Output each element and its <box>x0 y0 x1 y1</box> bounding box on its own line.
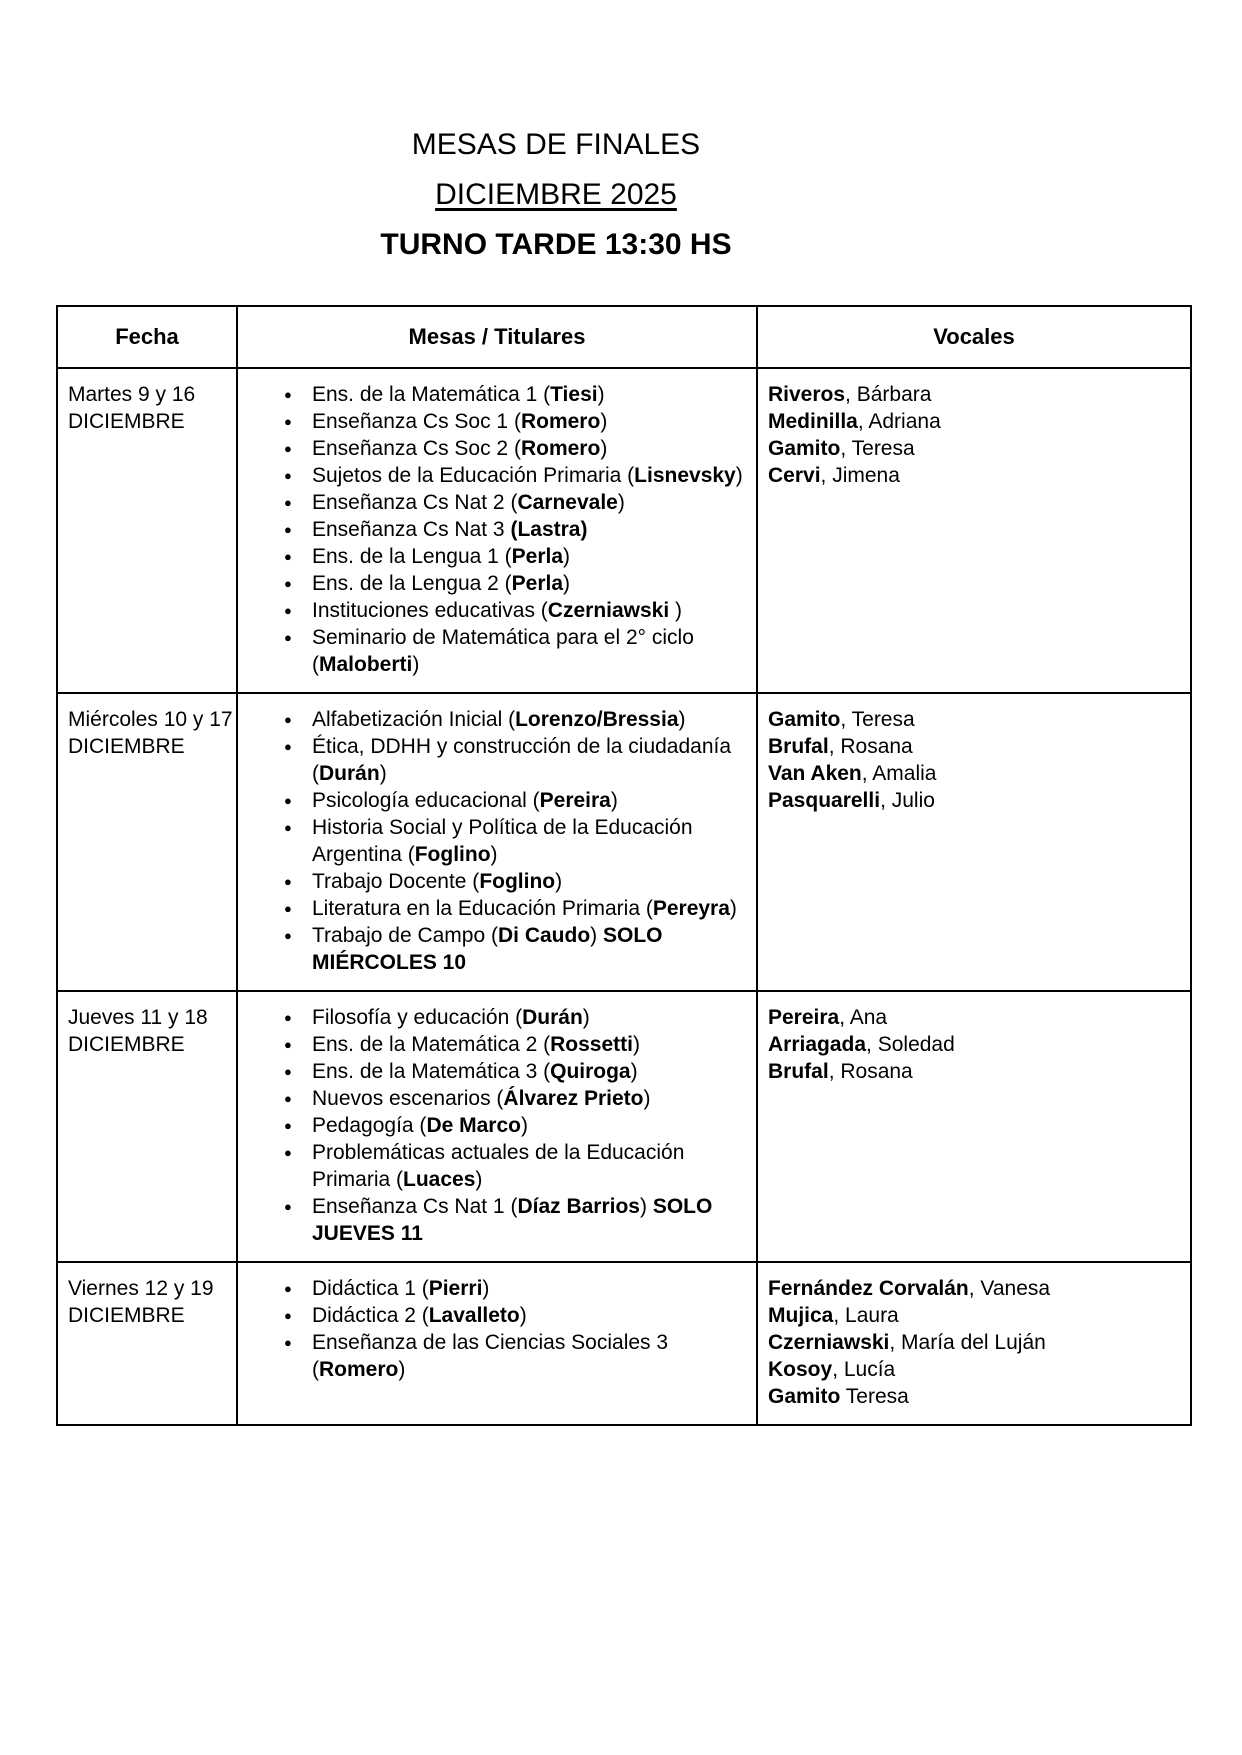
subject-item <box>238 381 752 408</box>
text-run: Nuevos escenarios ( <box>312 1087 504 1110</box>
subject-text <box>312 1275 752 1302</box>
subject-text <box>312 1112 752 1139</box>
text-run: ) <box>475 1168 483 1191</box>
bold-text-run: Perla <box>511 572 564 595</box>
subject-text <box>312 381 752 408</box>
bold-text-run: Arriagada <box>768 1033 867 1056</box>
text-run: , Ana <box>839 1006 888 1029</box>
subject-text <box>312 868 752 895</box>
subject-text <box>312 489 752 516</box>
bold-text-run: Riveros <box>768 383 846 406</box>
vocal-line <box>768 381 1184 408</box>
bold-text-run: Gamito <box>768 437 841 460</box>
text-run: Instituciones educativas ( <box>312 599 548 622</box>
bullet-icon: ● <box>284 739 292 754</box>
vocal-line <box>768 408 1184 435</box>
table-row <box>57 368 1191 693</box>
bullet-icon: ● <box>284 793 292 808</box>
vocal-line <box>768 462 1184 489</box>
bold-text-run: Rossetti <box>550 1033 633 1056</box>
subject-text <box>312 787 752 814</box>
table-row <box>57 991 1191 1262</box>
vocal-line <box>768 1329 1184 1356</box>
text-run: ) <box>519 1304 527 1327</box>
table-header-row <box>57 306 1191 368</box>
date-line: Jueves 11 y 18 <box>68 1006 208 1029</box>
text-run: , Teresa <box>840 708 915 731</box>
text-run: , Vanesa <box>968 1277 1051 1300</box>
text-run: ) <box>735 464 743 487</box>
bullet-icon: ● <box>284 630 292 645</box>
bullet-icon: ● <box>284 1308 292 1323</box>
text-run: Ens. de la Matemática 1 ( <box>312 383 551 406</box>
bullet-icon: ● <box>284 1199 292 1214</box>
bold-text-run: Czerniawski <box>547 599 670 622</box>
bullet-icon: ● <box>284 576 292 591</box>
text-run: Alfabetización Inicial ( <box>312 708 516 731</box>
subject-item <box>238 1085 752 1112</box>
text-run: Enseñanza Cs Soc 1 ( <box>312 410 521 433</box>
text-run: Literatura en la Educación Primaria ( <box>312 897 653 920</box>
subject-item <box>238 408 752 435</box>
text-run: , Lucía <box>832 1358 896 1381</box>
bullet-icon: ● <box>284 820 292 835</box>
text-run: ) <box>600 410 608 433</box>
subject-item <box>238 570 752 597</box>
text-run: Ens. de la Matemática 3 ( <box>312 1060 551 1083</box>
bullet-icon: ● <box>284 874 292 889</box>
text-run: ) <box>729 897 737 920</box>
vocal-line <box>768 706 1184 733</box>
text-run: ) <box>563 545 571 568</box>
text-run: ) <box>520 1114 528 1137</box>
text-run: Didáctica 1 ( <box>312 1277 429 1300</box>
bullet-icon: ● <box>284 414 292 429</box>
subject-item <box>238 489 752 516</box>
subject-item <box>238 1302 752 1329</box>
subject-item <box>238 814 752 868</box>
bullet-icon: ● <box>284 522 292 537</box>
subject-text <box>312 516 752 543</box>
vocal-line <box>768 787 1184 814</box>
bullet-icon: ● <box>284 387 292 402</box>
subject-text <box>312 733 752 787</box>
subject-text <box>312 435 752 462</box>
bullet-icon: ● <box>284 1064 292 1079</box>
subject-item <box>238 462 752 489</box>
bold-text-run: Foglino <box>414 843 491 866</box>
text-run: ) <box>600 437 608 460</box>
text-run: Teresa <box>840 1385 909 1408</box>
subject-item <box>238 435 752 462</box>
bullet-icon: ● <box>284 603 292 618</box>
bold-text-run: Fernández Corvalán <box>768 1277 969 1300</box>
bold-text-run: Carnevale <box>517 491 618 514</box>
bullet-icon: ● <box>284 1145 292 1160</box>
subject-text <box>312 922 752 976</box>
text-run: ) <box>643 1087 651 1110</box>
subject-text <box>312 1004 752 1031</box>
text-run: Sujetos de la Educación Primaria ( <box>312 464 635 487</box>
subject-item <box>238 543 752 570</box>
text-run: , María del Luján <box>889 1331 1046 1354</box>
bold-text-run: Tiesi <box>550 383 598 406</box>
text-run: , Bárbara <box>845 383 932 406</box>
bullet-icon: ● <box>284 1091 292 1106</box>
subject-item <box>238 597 752 624</box>
text-run: ) <box>398 1358 406 1381</box>
bold-text-run: Mujica <box>768 1304 834 1327</box>
text-run: ) <box>630 1060 638 1083</box>
bold-text-run: Kosoy <box>768 1358 833 1381</box>
bold-text-run: Romero <box>520 410 601 433</box>
text-run: ) <box>678 708 686 731</box>
bold-text-run: Brufal <box>768 1060 829 1083</box>
subject-text <box>312 1139 752 1193</box>
bullet-icon: ● <box>284 549 292 564</box>
bullet-icon: ● <box>284 901 292 916</box>
subject-text <box>312 1193 752 1247</box>
date-cell <box>57 368 237 693</box>
shift-subtitle: TURNO TARDE 13:30 HS <box>380 228 732 261</box>
date-line: DICIEMBRE <box>68 1033 185 1056</box>
text-run: Enseñanza Cs Nat 2 ( <box>312 491 518 514</box>
date-line: DICIEMBRE <box>68 735 185 758</box>
text-run: Trabajo Docente ( <box>312 870 480 893</box>
subject-text <box>312 597 752 624</box>
subject-text <box>312 570 752 597</box>
bold-text-run: Pereira <box>539 789 611 812</box>
date-line: Martes 9 y 16 <box>68 383 196 406</box>
vocal-line <box>768 1058 1184 1085</box>
month-subtitle: DICIEMBRE 2025 <box>435 178 677 211</box>
bold-text-run: Pereyra <box>652 897 730 920</box>
text-run: Ens. de la Lengua 1 ( <box>312 545 512 568</box>
bold-text-run: Díaz Barrios <box>517 1195 640 1218</box>
bullet-icon: ● <box>284 1335 292 1350</box>
bold-text-run: Gamito <box>768 708 841 731</box>
vocal-line <box>768 1275 1184 1302</box>
subject-text <box>312 462 752 489</box>
vocales-cell <box>757 991 1191 1262</box>
text-run: ) <box>597 383 605 406</box>
bold-text-run: Czerniawski <box>768 1331 890 1354</box>
subjects-cell <box>237 1262 757 1425</box>
bold-text-run: SOLO MIÉRCOLES 10 <box>312 924 663 974</box>
vocal-line <box>768 733 1184 760</box>
date-cell <box>57 991 237 1262</box>
bold-text-run: Lorenzo/Bressia <box>515 708 679 731</box>
bold-text-run: Pasquarelli <box>768 789 881 812</box>
bullet-icon: ● <box>284 1037 292 1052</box>
date-line: Miércoles 10 y 17 <box>68 708 233 731</box>
subject-text <box>312 1302 752 1329</box>
subject-item <box>238 868 752 895</box>
text-run: Enseñanza Cs Soc 2 ( <box>312 437 521 460</box>
text-run: ) <box>590 924 603 947</box>
bold-text-run: Medinilla <box>768 410 858 433</box>
bold-text-run: Van Aken <box>768 762 862 785</box>
vocal-line <box>768 1031 1184 1058</box>
subject-text <box>312 624 752 678</box>
document-header <box>56 130 1056 260</box>
header-fecha: Fecha <box>57 306 237 368</box>
text-run: ) <box>412 653 420 676</box>
subject-item <box>238 922 752 976</box>
text-run: ) <box>379 762 387 785</box>
date-line: DICIEMBRE <box>68 410 185 433</box>
subject-text <box>312 1085 752 1112</box>
text-run: ) <box>563 572 571 595</box>
text-run: Psicología educacional ( <box>312 789 540 812</box>
vocales-cell <box>757 1262 1191 1425</box>
subject-text <box>312 1058 752 1085</box>
text-run: Ens. de la Matemática 2 ( <box>312 1033 551 1056</box>
vocal-line <box>768 1302 1184 1329</box>
bold-text-run: Perla <box>511 545 564 568</box>
header-mesas-titulares: Mesas / Titulares <box>237 306 757 368</box>
bold-text-run: Cervi <box>768 464 821 487</box>
text-run: , Jimena <box>820 464 900 487</box>
bold-text-run: (Lastra) <box>510 518 588 541</box>
bullet-icon: ● <box>284 441 292 456</box>
subjects-cell <box>237 693 757 991</box>
bold-text-run: Maloberti <box>319 653 413 676</box>
text-run: Seminario de Matemática para el 2° ciclo ( <box>312 626 694 676</box>
vocal-line <box>768 1383 1184 1410</box>
subject-item <box>238 1139 752 1193</box>
text-run: Enseñanza Cs Nat 1 ( <box>312 1195 518 1218</box>
text-run: , Laura <box>833 1304 899 1327</box>
text-run: ) <box>482 1277 490 1300</box>
table-row <box>57 1262 1191 1425</box>
bold-text-run: Durán <box>319 762 380 785</box>
table-body <box>57 368 1191 1425</box>
subject-item <box>238 1031 752 1058</box>
text-run: Problemáticas actuales de la Educación Primaria ( <box>312 1141 685 1191</box>
bullet-icon: ● <box>284 712 292 727</box>
subject-item <box>238 1112 752 1139</box>
bold-text-run: Gamito <box>768 1385 841 1408</box>
text-run: Historia Social y Política de la Educación Argentina ( <box>312 816 693 866</box>
subject-text <box>312 1031 752 1058</box>
subject-item <box>238 787 752 814</box>
bullet-icon: ● <box>284 928 292 943</box>
subject-item <box>238 1275 752 1302</box>
bullet-icon: ● <box>284 1010 292 1025</box>
subject-item <box>238 624 752 678</box>
bullet-icon: ● <box>284 1118 292 1133</box>
text-run: ) <box>555 870 563 893</box>
vocal-line <box>768 1356 1184 1383</box>
vocal-line <box>768 760 1184 787</box>
header-vocales: Vocales <box>757 306 1191 368</box>
bold-text-run: De Marco <box>426 1114 521 1137</box>
text-run: ) <box>639 1195 653 1218</box>
vocal-line <box>768 1004 1184 1031</box>
vocal-line <box>768 435 1184 462</box>
subject-item <box>238 895 752 922</box>
text-run: , Adriana <box>857 410 941 433</box>
text-run: Ética, DDHH y construcción de la ciudadanía ( <box>312 735 732 785</box>
bullet-icon: ● <box>284 468 292 483</box>
text-run: , Teresa <box>840 437 915 460</box>
bold-text-run: Pierri <box>428 1277 483 1300</box>
bold-text-run: Pereira <box>768 1006 840 1029</box>
text-run: Filosofía y educación ( <box>312 1006 523 1029</box>
vocales-cell <box>757 693 1191 991</box>
text-run: Pedagogía ( <box>312 1114 427 1137</box>
bold-text-run: Romero <box>319 1358 399 1381</box>
bullet-icon: ● <box>284 495 292 510</box>
subject-text <box>312 408 752 435</box>
text-run: ) <box>610 789 618 812</box>
text-run: Didáctica 2 ( <box>312 1304 429 1327</box>
text-run: , Amalia <box>861 762 937 785</box>
bold-text-run: Di Caudo <box>497 924 591 947</box>
date-cell <box>57 1262 237 1425</box>
subject-item <box>238 1004 752 1031</box>
bold-text-run: Quiroga <box>550 1060 631 1083</box>
text-run: , Soledad <box>866 1033 955 1056</box>
subject-text <box>312 543 752 570</box>
text-run: Enseñanza de las Ciencias Sociales 3 ( <box>312 1331 669 1381</box>
subject-text <box>312 814 752 868</box>
page-title: MESAS DE FINALES <box>411 128 701 161</box>
bold-text-run: Lisnevsky <box>634 464 736 487</box>
bold-text-run: Luaces <box>403 1168 476 1191</box>
subject-item <box>238 1329 752 1383</box>
text-run: ) <box>617 491 625 514</box>
text-run: ) <box>490 843 498 866</box>
bold-text-run: Romero <box>520 437 601 460</box>
table-row <box>57 693 1191 991</box>
subject-item <box>238 733 752 787</box>
text-run: , Julio <box>880 789 935 812</box>
text-run: ) <box>582 1006 590 1029</box>
bold-text-run: Álvarez Prieto <box>503 1087 644 1110</box>
bold-text-run: SOLO JUEVES 11 <box>312 1195 713 1245</box>
date-cell <box>57 693 237 991</box>
text-run: Enseñanza Cs Nat 3 <box>312 518 511 541</box>
subjects-cell <box>237 368 757 693</box>
text-run: , Rosana <box>828 1060 913 1083</box>
bold-text-run: Durán <box>522 1006 583 1029</box>
bold-text-run: Foglino <box>479 870 556 893</box>
finals-table <box>56 305 1192 1426</box>
text-run: ) <box>632 1033 640 1056</box>
subject-item <box>238 706 752 733</box>
subject-item <box>238 516 752 543</box>
subject-text <box>312 1329 752 1383</box>
text-run: Trabajo de Campo ( <box>312 924 498 947</box>
subject-text <box>312 895 752 922</box>
text-run: , Rosana <box>828 735 913 758</box>
bold-text-run: Lavalleto <box>428 1304 520 1327</box>
vocales-cell <box>757 368 1191 693</box>
date-line: DICIEMBRE <box>68 1304 185 1327</box>
text-run: ) <box>669 599 683 622</box>
text-run: Ens. de la Lengua 2 ( <box>312 572 512 595</box>
subject-item <box>238 1193 752 1247</box>
subject-text <box>312 706 752 733</box>
date-line: Viernes 12 y 19 <box>68 1277 214 1300</box>
bullet-icon: ● <box>284 1281 292 1296</box>
bold-text-run: Brufal <box>768 735 829 758</box>
subjects-cell <box>237 991 757 1262</box>
subject-item <box>238 1058 752 1085</box>
